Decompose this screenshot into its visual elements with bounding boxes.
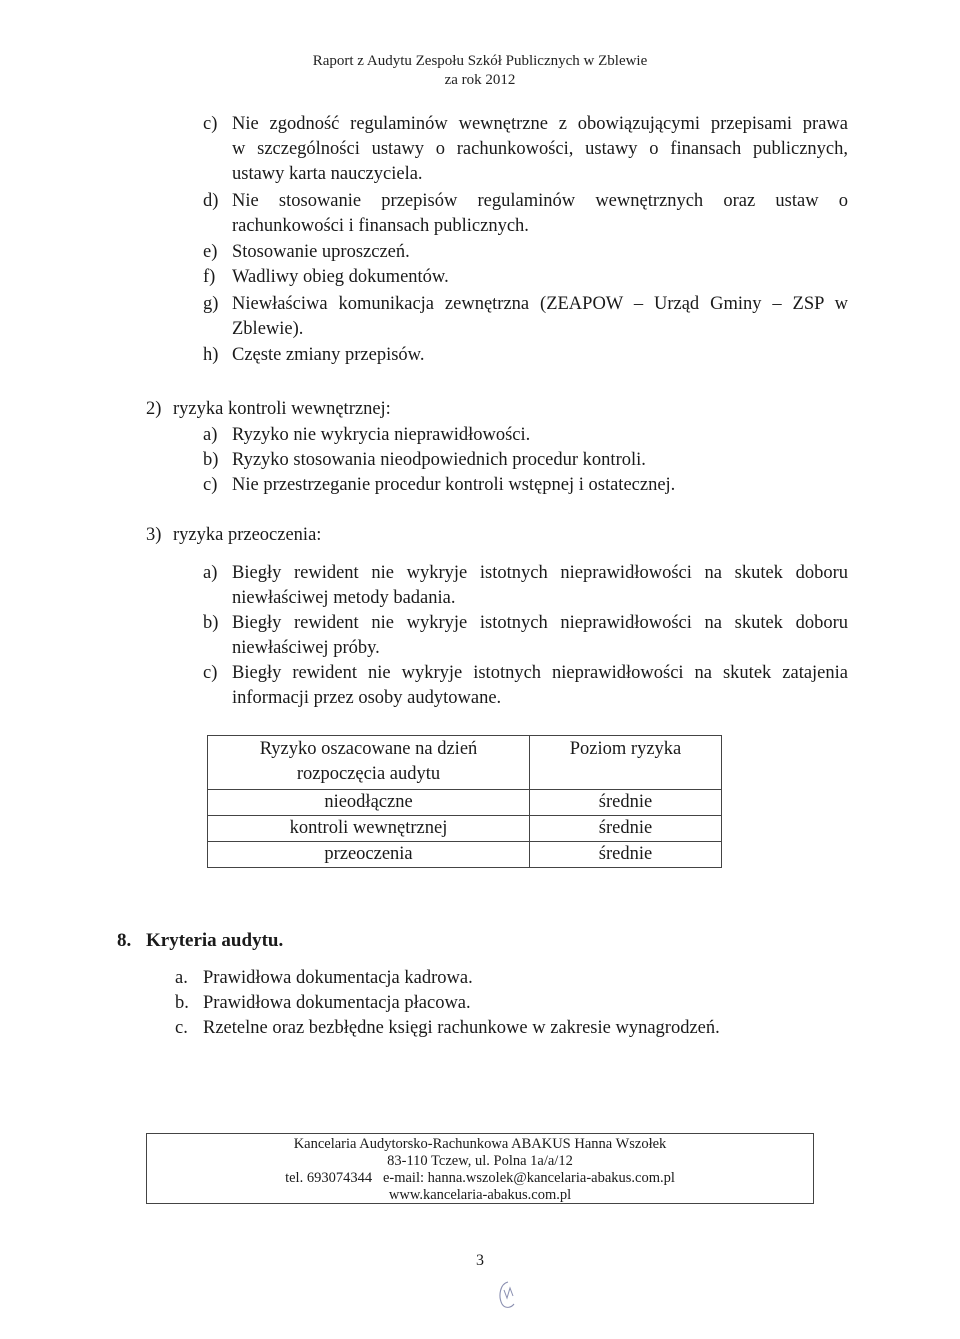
table-cell: nieodłączne	[208, 790, 530, 816]
list-line: rachunkowości i finansach publicznych.	[232, 216, 529, 236]
list-line: Ryzyko stosowania nieodpowiednich procedur kontroli.	[232, 450, 646, 470]
list-line: ustawy karta nauczyciela.	[232, 164, 423, 184]
footer-contact-box	[146, 1133, 814, 1204]
table-cell: przeoczenia	[208, 842, 530, 868]
list-line: Prawidłowa dokumentacja płacowa.	[203, 993, 471, 1013]
list-label: a)	[203, 563, 218, 583]
footer-company: Kancelaria Audytorsko-Rachunkowa ABAKUS Hanna Wszołek	[293, 1136, 667, 1152]
table-header-cell: Ryzyko oszacowane na dzień rozpoczęcia audytu	[208, 736, 530, 790]
list-line: Wadliwy obieg dokumentów.	[232, 267, 449, 287]
risk-assessment-table	[207, 735, 722, 868]
section-8-heading	[117, 930, 283, 952]
table-cell: kontroli wewnętrznej	[208, 816, 530, 842]
list-label: f)	[203, 267, 216, 287]
list-label: c)	[203, 114, 218, 134]
list-line: Nie zgodność regulaminów wewnętrzne z obowiązującymi przepisami prawa	[232, 114, 848, 134]
list-line: Biegły rewident nie wykryje istotnych nieprawidłowości na skutek doboru	[232, 613, 848, 633]
table-row	[208, 816, 722, 842]
list-line: w szczególności ustawy o rachunkowości, ustawy o finansach publicznych,	[232, 139, 848, 159]
section-number: 8.	[117, 930, 132, 951]
list-line: Biegły rewident nie wykryje istotnych nieprawidłowości na skutek doboru	[232, 563, 848, 583]
list-line: Prawidłowa dokumentacja kadrowa.	[203, 968, 473, 988]
list-label: c)	[203, 663, 218, 683]
header-title: Raport z Audytu Zespołu Szkół Publicznych w Zblewie	[312, 53, 648, 69]
list-line: Ryzyko nie wykrycia nieprawidłowości.	[232, 425, 531, 445]
list-label: g)	[203, 294, 219, 314]
section-label: 2)	[146, 399, 162, 419]
list-line: Niewłaściwa komunikacja zewnętrzna (ZEAPOW – Urząd Gminy – ZSP w	[232, 294, 848, 314]
list-line: niewłaściwej metody badania.	[232, 588, 456, 608]
list-line: Biegły rewident nie wykryje istotnych nieprawidłowości na skutek zatajenia	[232, 663, 848, 683]
list-label: h)	[203, 345, 219, 365]
list-label: a.	[175, 968, 188, 988]
list-label: b)	[203, 450, 219, 470]
section-title: Kryteria audytu.	[146, 930, 284, 951]
header-year: za rok 2012	[444, 72, 516, 88]
list-label: c.	[175, 1018, 188, 1038]
list-label: c)	[203, 475, 218, 495]
footer-website: www.kancelaria-abakus.com.pl	[388, 1187, 572, 1203]
table-cell: średnie	[530, 842, 722, 868]
list-line: Częste zmiany przepisów.	[232, 345, 425, 365]
list-label: b)	[203, 613, 219, 633]
list-label: e)	[203, 242, 218, 262]
footer-address: 83-110 Tczew, ul. Polna 1a/a/12	[387, 1153, 573, 1169]
table-cell: średnie	[530, 816, 722, 842]
table-row	[208, 790, 722, 816]
page-number: 3	[476, 1252, 484, 1269]
list-line: Rzetelne oraz bezbłędne księgi rachunkowe w zakresie wynagrodzeń.	[203, 1018, 720, 1038]
list-line: Nie przestrzeganie procedur kontroli wstępnej i ostatecznej.	[232, 475, 676, 495]
list-line: Zblewie).	[232, 319, 304, 339]
section-title: ryzyka kontroli wewnętrznej:	[173, 399, 391, 419]
list-label: d)	[203, 191, 219, 211]
list-label: b.	[175, 993, 189, 1013]
table-row	[208, 842, 722, 868]
list-line: Nie stosowanie przepisów regulaminów wewnętrznych oraz ustaw o	[232, 191, 848, 211]
table-cell: średnie	[530, 790, 722, 816]
section-title: ryzyka przeoczenia:	[173, 525, 322, 545]
section-label: 3)	[146, 525, 162, 545]
table-header-row	[208, 736, 722, 790]
list-line: informacji przez osoby audytowane.	[232, 688, 502, 708]
list-label: a)	[203, 425, 218, 445]
list-line: niewłaściwej próby.	[232, 638, 380, 658]
list-line: Stosowanie uproszczeń.	[232, 242, 410, 262]
handwritten-initials	[492, 1276, 522, 1312]
table-header-cell: Poziom ryzyka	[530, 736, 722, 790]
footer-contact: tel. 693074344 e-mail: hanna.wszolek@kancelaria-abakus.com.pl	[285, 1170, 675, 1186]
